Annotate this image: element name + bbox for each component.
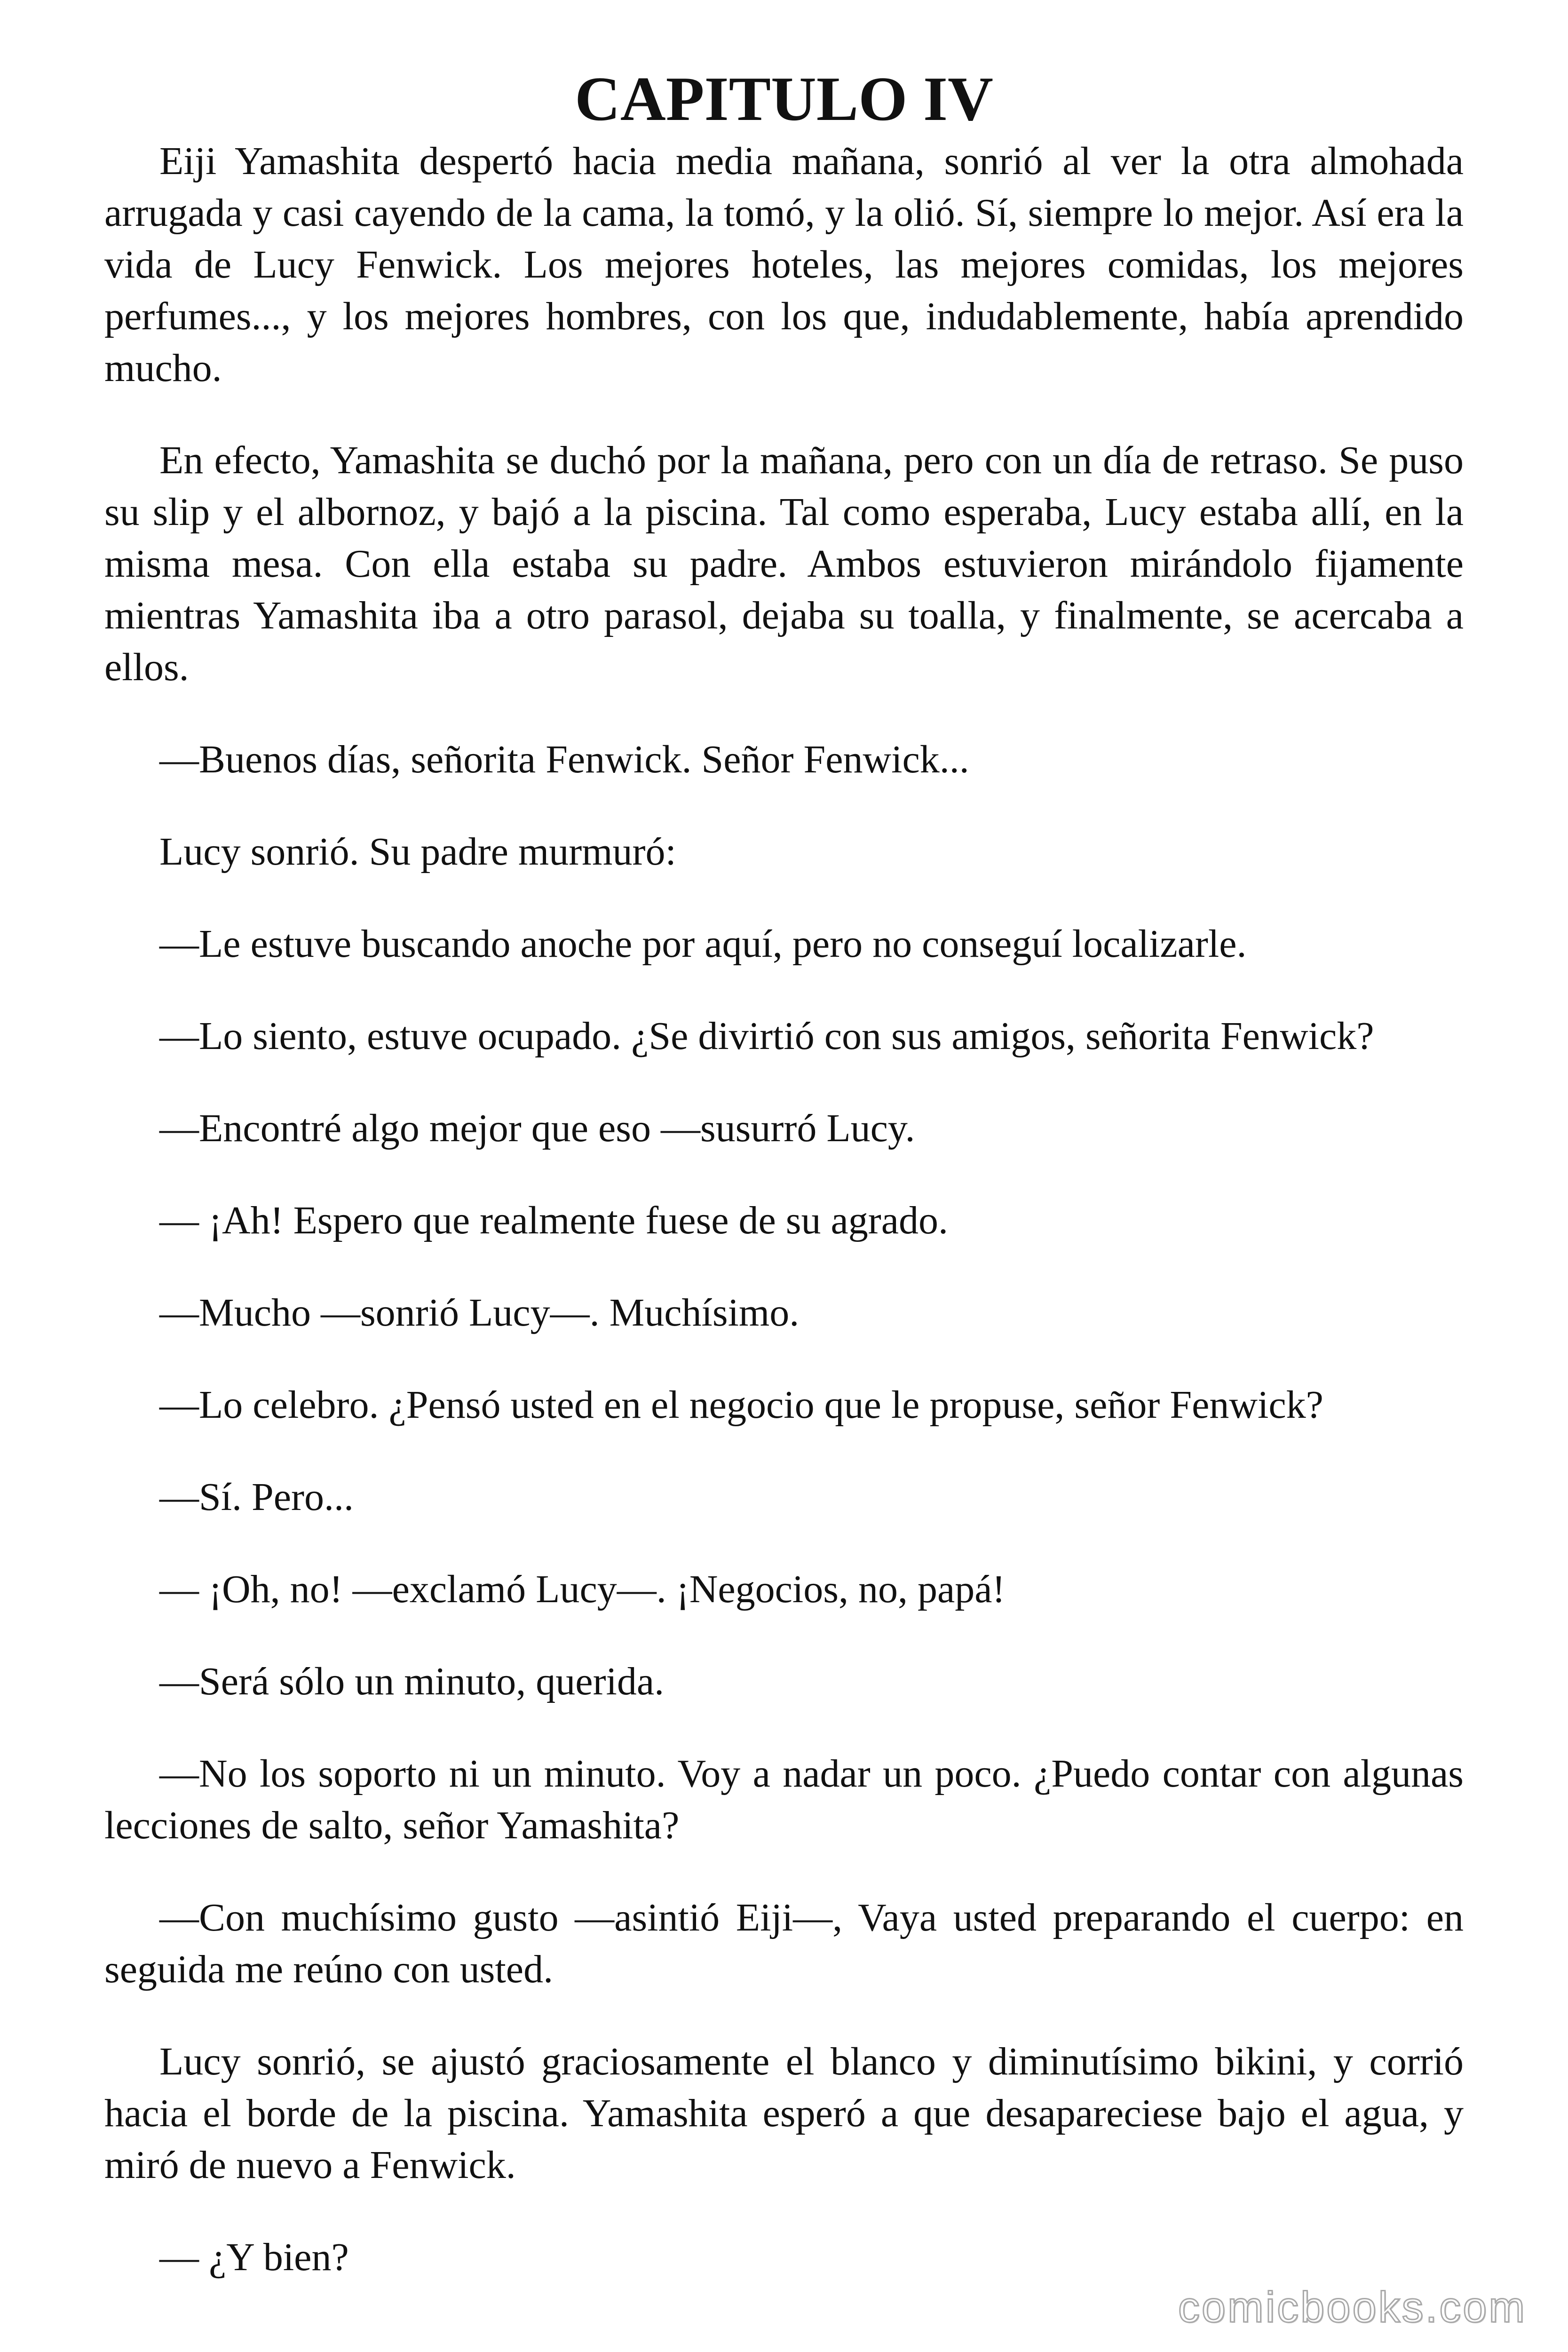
paragraph: Lucy sonrió. Su padre murmuró:: [159, 830, 676, 874]
dialogue-line: — ¡Oh, no! —exclamó Lucy—. ¡Negocios, no, papá!: [159, 1567, 1006, 1611]
dialogue-line: —Sí. Pero...: [159, 1475, 354, 1519]
dialogue-line: —Será sólo un minuto, querida.: [159, 1660, 665, 1703]
paragraph: En efecto, Yamashita se duchó por la mañana, pero con un día de retraso. Se puso su slip y el albornoz, y bajó a la piscina. Tal como esperaba, Lucy estaba allí, en la misma mesa. Con ella estaba su padre. Ambos estuvieron mirándolo fijamente mientras Yamashita iba a otro parasol, dejaba su toalla, y finalmente, se acercaba a ellos.: [104, 438, 1464, 689]
dialogue-line: —Lo siento, estuve ocupado. ¿Se divirtió con sus amigos, señorita Fenwick?: [159, 1014, 1374, 1058]
watermark: comicbooks.com: [1178, 2283, 1527, 2331]
paragraph: Eiji Yamashita despertó hacia media mañana, sonrió al ver la otra almohada arrugada y casi cayendo de la cama, la tomó, y la olió. Sí, siempre lo mejor. Así era la vida de Lucy Fenwick. Los mejores hoteles, las mejores comidas, los mejores perfumes..., y los mejores hombres, con los que, indudablemente, había aprendido mucho.: [104, 139, 1464, 390]
chapter-title: CAPITULO IV: [575, 64, 993, 134]
chapter-body: [104, 135, 1464, 2324]
dialogue-line: —No los soporto ni un minuto. Voy a nadar un poco. ¿Puedo contar con algunas lecciones de salto, señor Yamashita?: [104, 1752, 1464, 1847]
dialogue-line: —Lo celebro. ¿Pensó usted en el negocio que le propuse, señor Fenwick?: [159, 1383, 1323, 1427]
dialogue-line: — ¿Y bien?: [159, 2235, 349, 2279]
paragraph: Lucy sonrió, se ajustó graciosamente el blanco y diminutísimo bikini, y corrió hacia el borde de la piscina. Yamashita esperó a que desapareciese bajo el agua, y miró de nuevo a Fenwick.: [104, 2040, 1464, 2187]
dialogue-line: —Encontré algo mejor que eso —susurró Lucy.: [159, 1106, 915, 1150]
dialogue-line: —Con muchísimo gusto —asintió Eiji—, Vaya usted preparando el cuerpo: en seguida me reúno con usted.: [104, 1896, 1464, 1991]
dialogue-line: —Le estuve buscando anoche por aquí, pero no conseguí localizarle.: [159, 922, 1247, 966]
dialogue-line: — ¡Ah! Espero que realmente fuese de su agrado.: [159, 1199, 949, 1242]
dialogue-line: —Buenos días, señorita Fenwick. Señor Fenwick...: [159, 738, 969, 781]
dialogue-line: —Mucho —sonrió Lucy—. Muchísimo.: [159, 1291, 800, 1335]
